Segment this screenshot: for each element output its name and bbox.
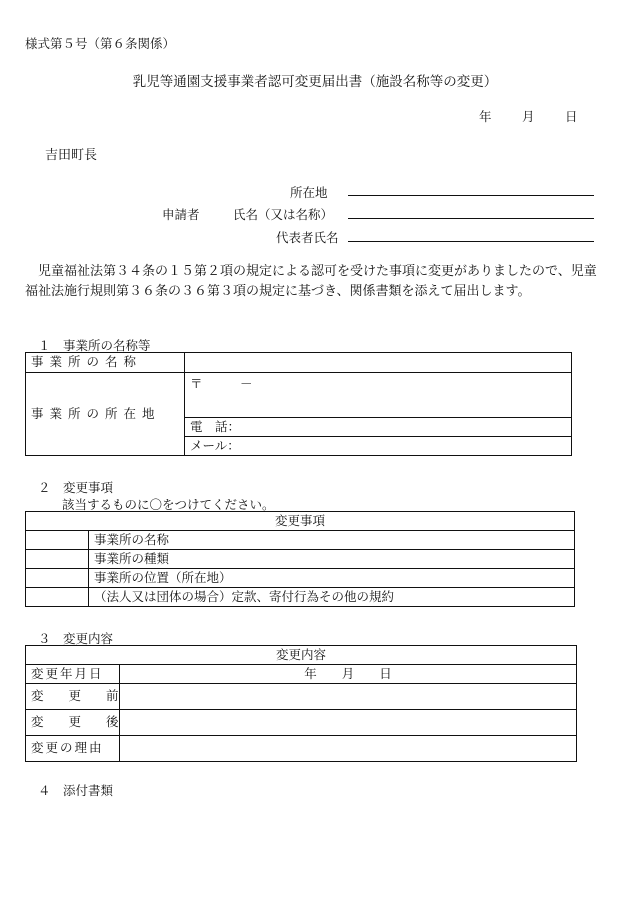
postal-field[interactable]: 〒 － bbox=[185, 373, 572, 418]
section1-heading: １ 事業所の名称等 bbox=[38, 338, 151, 353]
name-line[interactable] bbox=[348, 218, 594, 219]
section2-instruction: 該当するものに〇をつけてください。 bbox=[62, 497, 275, 512]
section3-heading: ３ 変更内容 bbox=[38, 631, 114, 646]
before-label: 変 更 前 bbox=[26, 684, 120, 710]
change-item-mark[interactable] bbox=[26, 588, 89, 607]
change-item: 事業所の種類 bbox=[89, 550, 575, 569]
representative-line[interactable] bbox=[348, 241, 594, 242]
change-item: 事業所の名称 bbox=[89, 531, 575, 550]
recipient: 吉田町長 bbox=[45, 148, 98, 163]
before-field[interactable] bbox=[120, 684, 577, 710]
applicant-label: 申請者 bbox=[162, 207, 200, 222]
email-field[interactable]: メール： bbox=[185, 437, 572, 456]
after-label: 変 更 後 bbox=[26, 710, 120, 736]
change-date-field[interactable]: 年 月 日 bbox=[120, 665, 577, 684]
facility-table bbox=[25, 352, 572, 456]
change-date-label: 変更年月日 bbox=[26, 665, 120, 684]
address-line[interactable] bbox=[348, 195, 594, 196]
facility-address-label: 事業所の所在地 bbox=[26, 373, 185, 456]
change-item-mark[interactable] bbox=[26, 550, 89, 569]
name-label: 氏名（又は名称） bbox=[233, 207, 334, 222]
change-items-table bbox=[25, 511, 575, 607]
reason-label: 変更の理由 bbox=[26, 736, 120, 762]
change-items-header: 変更事項 bbox=[26, 512, 575, 531]
change-item-mark[interactable] bbox=[26, 531, 89, 550]
representative-label: 代表者氏名 bbox=[276, 230, 339, 245]
date-month: 月 bbox=[522, 109, 535, 124]
address-label: 所在地 bbox=[290, 185, 328, 200]
change-content-header: 変更内容 bbox=[26, 646, 577, 665]
section2-heading: ２ 変更事項 bbox=[38, 480, 114, 495]
phone-field[interactable]: 電 話： bbox=[185, 418, 572, 437]
reason-field[interactable] bbox=[120, 736, 577, 762]
date-day: 日 bbox=[565, 109, 578, 124]
change-item: 事業所の位置（所在地） bbox=[89, 569, 575, 588]
change-item-mark[interactable] bbox=[26, 569, 89, 588]
after-field[interactable] bbox=[120, 710, 577, 736]
facility-name-label: 事業所の名称 bbox=[26, 353, 185, 373]
date-year: 年 bbox=[479, 109, 492, 124]
facility-name-field[interactable] bbox=[185, 353, 572, 373]
section4-heading: ４ 添付書類 bbox=[38, 783, 114, 798]
form-number: 様式第５号（第６条関係） bbox=[25, 36, 176, 51]
form-title: 乳児等通園支援事業者認可変更届出書（施設名称等の変更） bbox=[132, 74, 498, 90]
change-content-table bbox=[25, 645, 577, 762]
body-paragraph: 児童福祉法第３４条の１５第２項の規定による認可を受けた事項に変更がありましたので、児童福祉法施行規則第３６条の３６第３項の規定に基づき、関係書類を添えて届出します。 bbox=[25, 264, 597, 299]
change-item: （法人又は団体の場合）定款、寄付行為その他の規約 bbox=[89, 588, 575, 607]
